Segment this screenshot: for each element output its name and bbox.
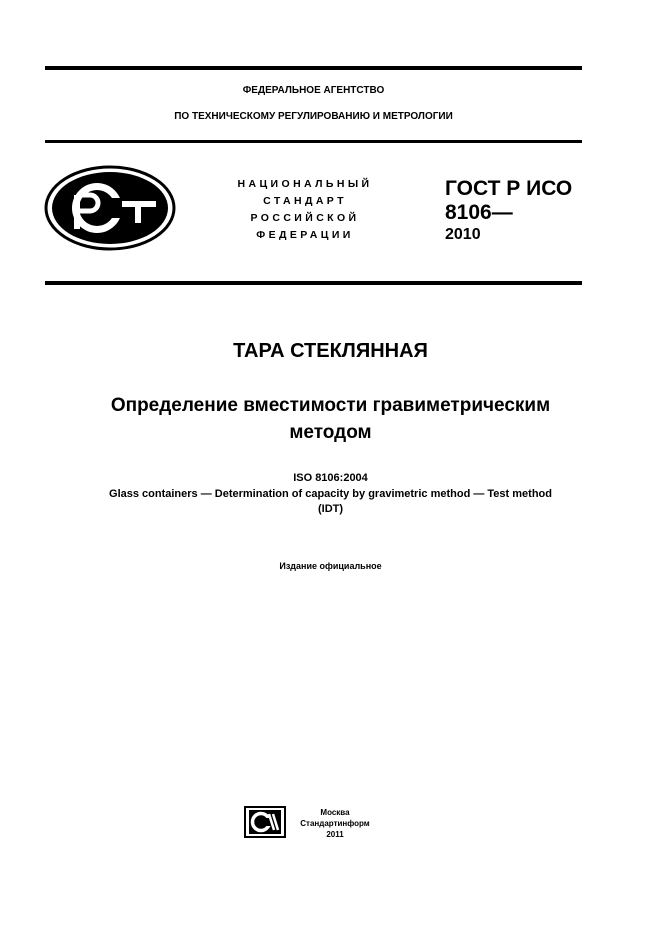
mid-rule <box>45 281 582 285</box>
nat-line-2: СТАНДАРТ <box>263 195 347 207</box>
nat-line-4: ФЕДЕРАЦИИ <box>256 229 354 241</box>
agency-line-1: ФЕДЕРАЛЬНОЕ АГЕНТСТВО <box>242 85 385 96</box>
publisher-year: 2011 <box>326 830 344 839</box>
publisher-block <box>290 807 380 840</box>
nat-line-3: РОССИЙСКОЙ <box>250 212 360 224</box>
header-rule <box>45 140 582 143</box>
publisher-logo-icon <box>244 806 286 838</box>
document-title: ТАРА СТЕКЛЯННАЯ <box>233 340 428 362</box>
document-subtitle-line-1: Определение вместимости гравиметрическим <box>110 395 551 416</box>
standard-year: 2010 <box>445 226 481 243</box>
edition-label: Издание официальное <box>279 561 382 571</box>
publisher-name: Стандартинформ <box>300 819 370 828</box>
idt-marker: (IDT) <box>317 503 344 515</box>
top-rule <box>45 66 582 70</box>
national-standard-label <box>205 176 405 244</box>
standard-code-line-1: ГОСТ Р ИСО <box>445 177 573 200</box>
gost-logo-icon <box>44 165 176 251</box>
publisher-city: Москва <box>320 808 350 817</box>
agency-line-2: ПО ТЕХНИЧЕСКОМУ РЕГУЛИРОВАНИЮ И МЕТРОЛОГИИ <box>174 111 453 122</box>
standard-code-line-2: 8106— <box>445 201 513 224</box>
iso-reference: ISO 8106:2004 <box>293 472 368 484</box>
english-title: Glass containers — Determination of capacity by gravimetric method — Test method <box>109 488 552 500</box>
nat-line-1: НАЦИОНАЛЬНЫЙ <box>237 178 373 190</box>
document-subtitle-line-2: методом <box>289 422 372 443</box>
